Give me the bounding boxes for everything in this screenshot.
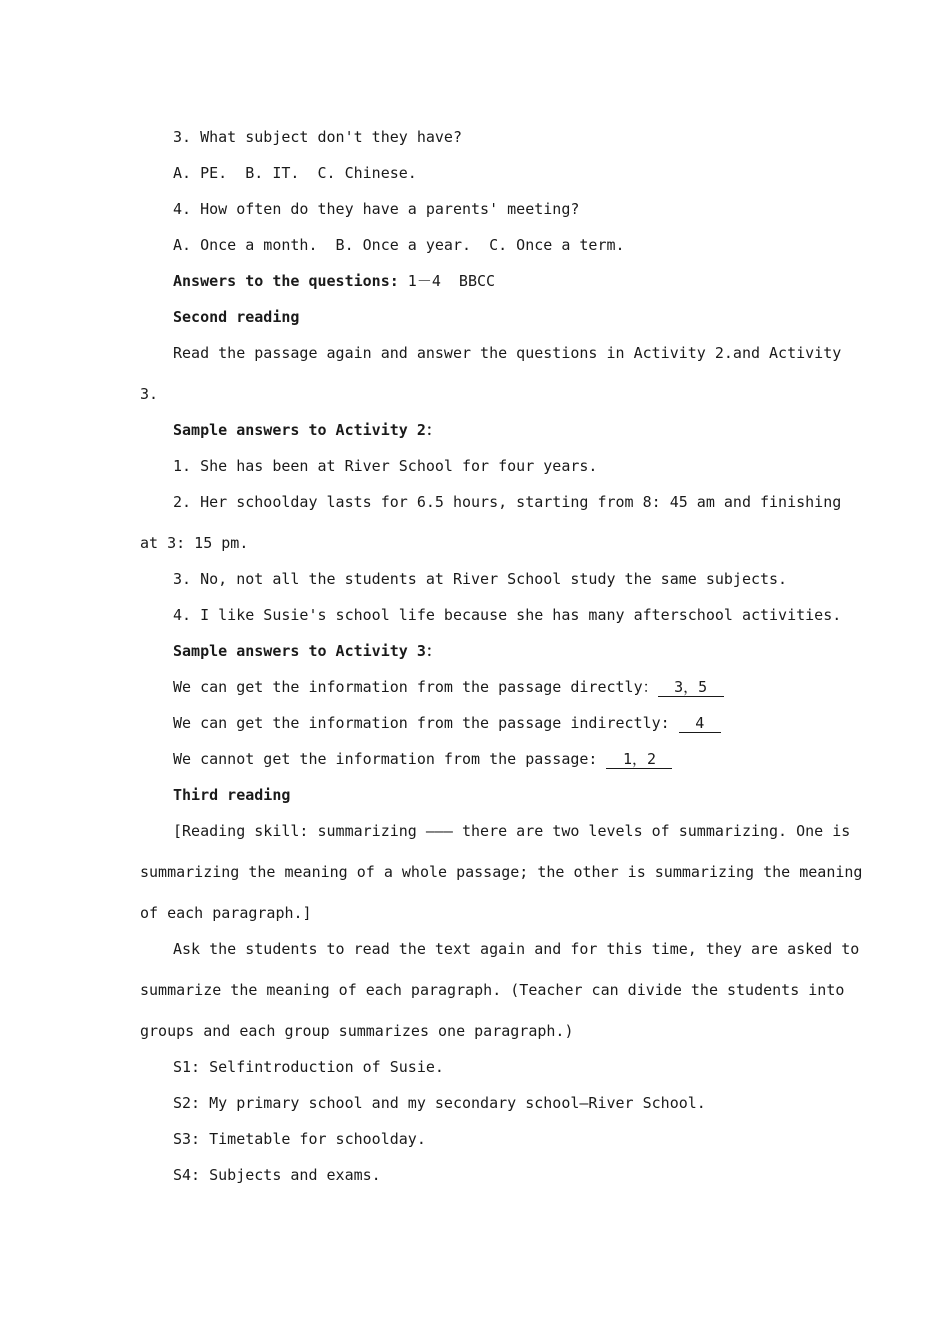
summary-s4: S4: Subjects and exams. — [173, 1166, 381, 1184]
indirect-answer-blank: 4 — [679, 714, 721, 733]
task-line-3: groups and each group summarizes one paragraph.) — [140, 1022, 574, 1040]
answers-label: Answers to the questions: — [173, 272, 399, 290]
activity-2-answer-3: 3. No, not all the students at River School study the same subjects. — [173, 570, 788, 588]
activity-3-cannot — [173, 749, 672, 769]
activity-2-answer-2-line-1: 2. Her schoolday lasts for 6.5 hours, starting from 8: 45 am and finishing — [173, 493, 842, 511]
activity-2-heading: Sample answers to Activity 2： — [173, 421, 441, 439]
activity-2-answer-4: 4. I like Susie's school life because she has many afterschool activities. — [173, 606, 842, 624]
activity-3-direct — [173, 677, 724, 697]
direct-label: We can get the information from the passage directly： — [173, 678, 658, 696]
direct-answer-blank: 3，5 — [658, 678, 724, 697]
reading-skill-line-2: summarizing the meaning of a whole passage; the other is summarizing the meaning — [140, 863, 863, 881]
answers-line — [173, 271, 495, 291]
answers-value: 1－4 BBCC — [398, 272, 496, 290]
task-line-1: Ask the students to read the text again and for this time, they are asked to — [173, 940, 860, 958]
question-3-options: A. PE. B. IT. C. Chinese. — [173, 164, 417, 182]
question-4: 4. How often do they have a parents' meeting? — [173, 200, 580, 218]
reading-skill-line-1: [Reading skill: summarizing ——— there are two levels of summarizing. One is — [173, 822, 851, 840]
third-reading-heading: Third reading — [173, 786, 291, 804]
activity-3-indirect — [173, 713, 721, 733]
activity-2-answer-1: 1. She has been at River School for four years. — [173, 457, 598, 475]
second-reading-instruction-1: Read the passage again and answer the questions in Activity 2.and Activity — [173, 344, 842, 362]
second-reading-instruction-2: 3. — [140, 385, 159, 403]
summary-s3: S3: Timetable for schoolday. — [173, 1130, 426, 1148]
task-line-2: summarize the meaning of each paragraph. (Teacher can divide the students into — [140, 981, 845, 999]
question-3: 3. What subject don't they have? — [173, 128, 462, 146]
indirect-label: We can get the information from the passage indirectly: — [173, 714, 679, 732]
cannot-answer-blank: 1，2 — [606, 750, 672, 769]
activity-3-heading: Sample answers to Activity 3： — [173, 642, 441, 660]
reading-skill-line-3: of each paragraph.] — [140, 904, 312, 922]
question-4-options: A. Once a month. B. Once a year. C. Once a term. — [173, 236, 625, 254]
summary-s1: S1: Selfintroduction of Susie. — [173, 1058, 444, 1076]
cannot-label: We cannot get the information from the passage: — [173, 750, 607, 768]
summary-s2: S2: My primary school and my secondary school—River School. — [173, 1094, 706, 1112]
activity-2-answer-2-line-2: at 3: 15 pm. — [140, 534, 249, 552]
second-reading-heading: Second reading — [173, 308, 300, 326]
